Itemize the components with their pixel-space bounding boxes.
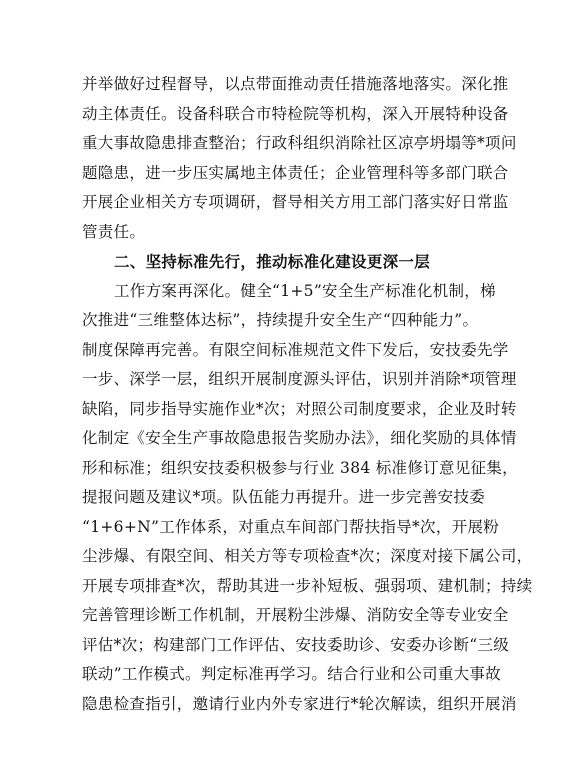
body-line: 开展企业相关方专项调研，督导相关方用工部门落实好日常监	[82, 193, 509, 211]
body-line: 联动”工作模式。判定标准再学习。结合行业和公司重大事故	[82, 665, 502, 683]
body-line: 管责任。	[82, 222, 146, 241]
body-line: 制度保障再完善。有限空间标准规范文件下发后，安技委先学	[82, 340, 509, 359]
body-line: 题隐患，进一步压实属地主体责任；企业管理科等多部门联合	[82, 163, 509, 182]
body-line: 次推进“三维整体达标”，持续提升安全生产“四种能力”。	[82, 311, 479, 329]
body-line: 并举做好过程督导，以点带面推动责任措施落地落实。深化推	[82, 75, 509, 93]
section-heading: 二、坚持标准先行，推动标准化建设更深一层	[114, 252, 431, 271]
body-line: “1+6+N”工作体系，对重点车间部门帮扶指导*次，开展粉	[82, 517, 500, 536]
body-line: 尘涉爆、有限空间、相关方等专项检查*次；深度对接下属公司，	[82, 547, 533, 565]
body-line: 开展专项排查*次，帮助其进一步补短板、强弱项、建机制；持续	[82, 576, 533, 595]
body-line: 形和标准；组织安技委积极参与行业 384 标准修订意见征集，	[82, 458, 518, 477]
body-line: 缺陷，同步指导实施作业*次；对照公司制度要求，企业及时转	[82, 399, 517, 418]
body-line: 重大事故隐患排查整治；行政科组织消除社区凉亭坍塌等*项问	[82, 134, 517, 152]
body-line: 一步、深学一层，组织开展制度源头评估，识别并消除*项管理	[82, 370, 517, 388]
document-body	[82, 70, 533, 719]
body-line: 动主体责任。设备科联合市特检院等机构，深入开展特种设备	[82, 104, 509, 123]
body-line: 化制定《安全生产事故隐患报告奖励办法》，细化奖励的具体情	[82, 429, 517, 447]
body-line: 隐患检查指引，邀请行业内外专家进行*轮次解读，组织开展消	[82, 694, 517, 713]
body-line: 评估*次；构建部门工作评估、安技委助诊、安委办诊断“三级	[82, 635, 510, 654]
body-line: 完善管理诊断工作机制，开展粉尘涉爆、消防安全等专业安全	[82, 606, 509, 624]
body-line: 工作方案再深化。健全“1+5”安全生产标准化机制，梯	[114, 281, 496, 300]
body-line: 提报问题及建议*项。队伍能力再提升。进一步完善安技委	[82, 488, 486, 506]
